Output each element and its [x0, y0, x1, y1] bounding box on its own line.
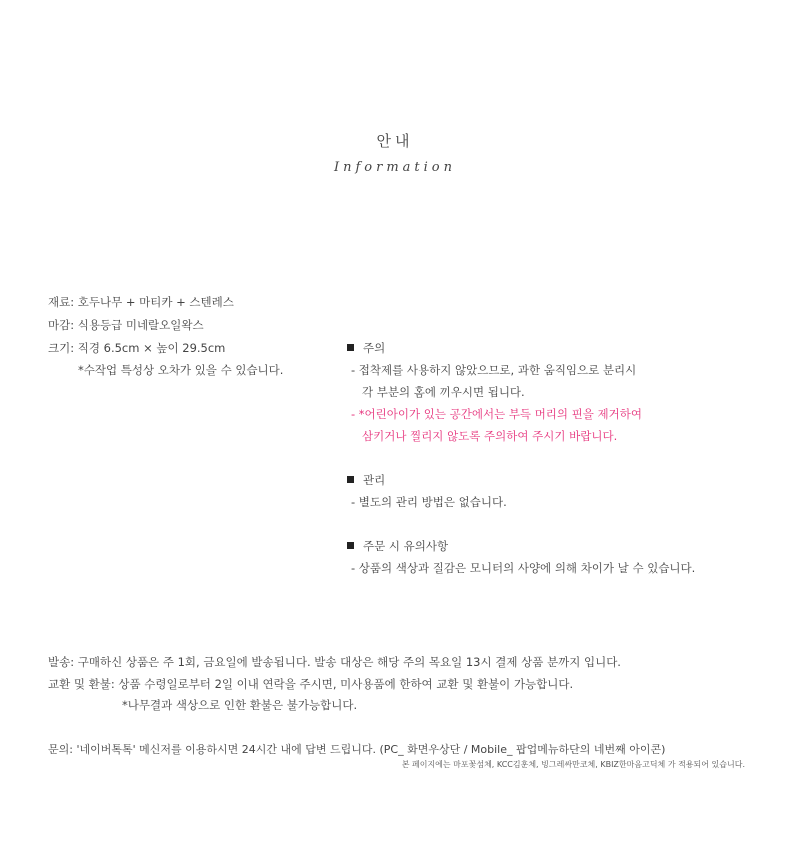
caution-line-1: - 접착제를 사용하지 않았으므로, 과한 움직임으로 분리시	[351, 363, 637, 377]
order-line-1: - 상품의 색상과 질감은 모니터의 사양에 의해 차이가 날 수 있습니다.	[351, 561, 696, 575]
page-subtitle: Information	[333, 160, 457, 175]
page-title: 안내	[376, 132, 414, 150]
caution-line-2b: 삼키거나 찔리지 않도록 주의하여 주시기 바랍니다.	[362, 429, 618, 443]
exchange-note: *나무결과 색상으로 인한 환불은 불가능합니다.	[122, 698, 358, 712]
square-bullet-icon	[347, 542, 354, 549]
inquiry-info: 문의: '네이버톡톡' 메신저를 이용하시면 24시간 내에 답변 드립니다. (PC_ 화면우상단 / Mobile_ 팝업메뉴하단의 네번째 아이콘)	[48, 743, 666, 756]
material-spec: 재료: 호두나무 + 마티카 + 스텐레스	[48, 295, 234, 309]
finish-spec: 마감: 식용등급 미네랄오일왁스	[48, 318, 204, 332]
order-heading: 주문 시 유의사항	[347, 538, 448, 554]
care-line-1: - 별도의 관리 방법은 없습니다.	[351, 495, 507, 509]
caution-heading: 주의	[347, 340, 385, 356]
caution-line-1b: 각 부분의 홈에 끼우시면 됩니다.	[362, 385, 525, 399]
care-heading: 관리	[347, 472, 385, 488]
square-bullet-icon	[347, 344, 354, 351]
square-bullet-icon	[347, 476, 354, 483]
caution-line-2: - *어린아이가 있는 공간에서는 부득 머리의 핀을 제거하여	[351, 407, 642, 421]
size-spec: 크기: 직경 6.5cm × 높이 29.5cm	[48, 341, 226, 355]
font-notice: 본 페이지에는 마포꽃섬체, KCC김훈체, 빙그레싸만코체, KBIZ한마음고딕체 가 적용되어 있습니다.	[401, 760, 745, 769]
exchange-info: 교환 및 환불: 상품 수령일로부터 2일 이내 연락을 주시면, 미사용품에 한하여 교환 및 환불이 가능합니다.	[48, 677, 574, 691]
size-note: *수작업 특성상 오차가 있을 수 있습니다.	[78, 363, 284, 377]
shipping-info: 발송: 구매하신 상품은 주 1회, 금요일에 발송됩니다. 발송 대상은 해당 주의 목요일 13시 결제 상품 분까지 입니다.	[48, 655, 621, 669]
